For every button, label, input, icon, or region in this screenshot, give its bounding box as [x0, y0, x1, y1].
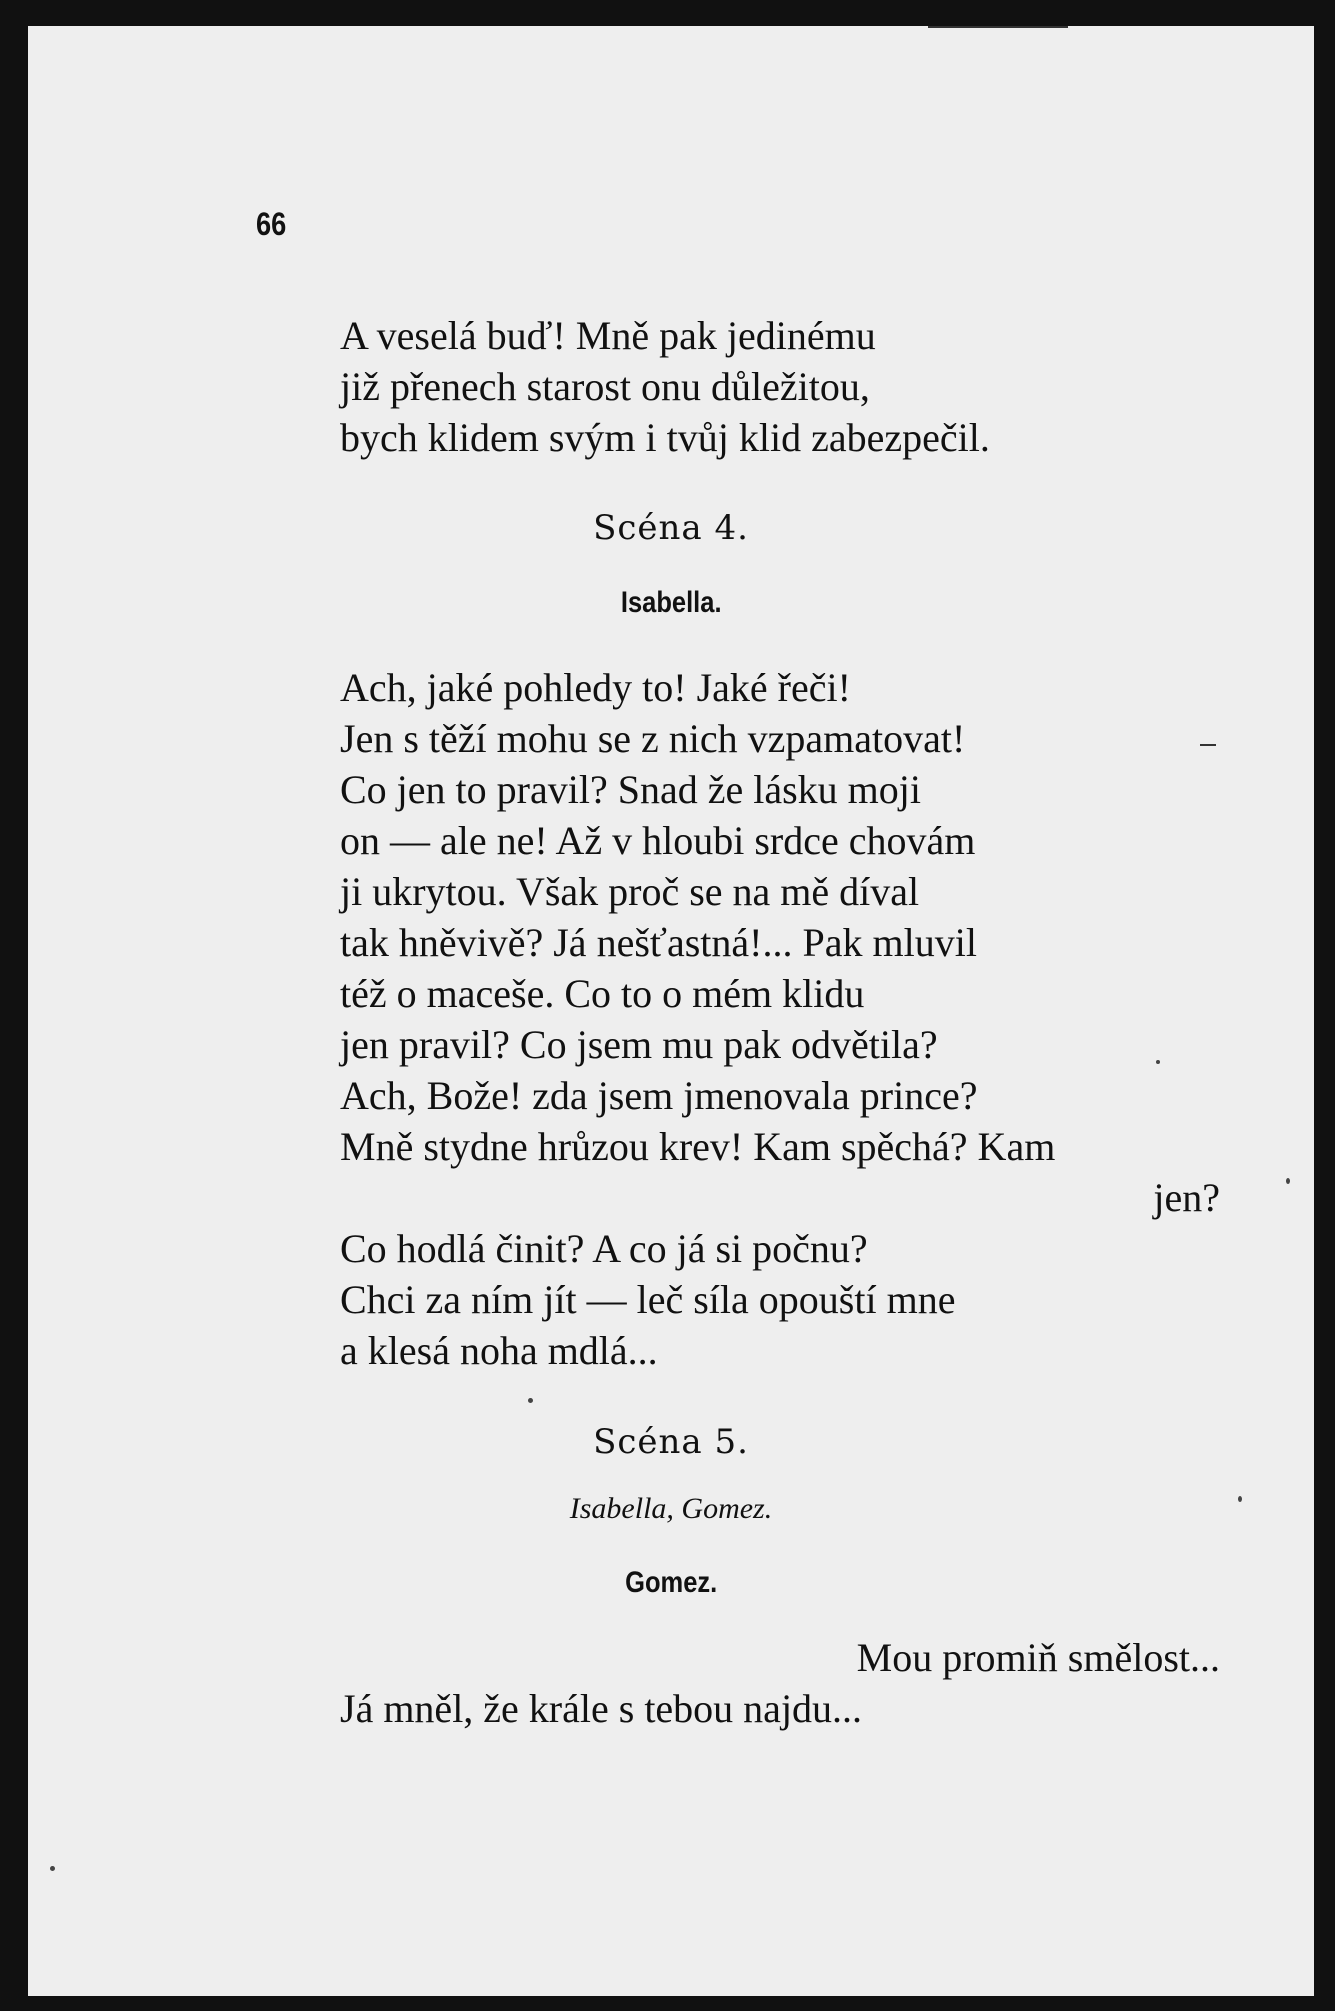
- verse-line: jen pravil? Co jsem mu pak odvětila?: [340, 1022, 938, 1067]
- scene-5-heading: Scéna 5.: [593, 1422, 749, 1462]
- verse-line: bych klidem svým i tvůj klid zabezpečil.: [340, 415, 990, 460]
- verse-line: Ach, Bože! zda jsem jmenovala prince?: [340, 1073, 978, 1118]
- verse-line: Co hodlá činit? A co já si počnu?: [340, 1226, 868, 1271]
- verse-line: A veselá buď! Mně pak jedinému: [340, 313, 876, 358]
- speaker-name: Isabella.: [620, 586, 722, 619]
- scene-4-heading: Scéna 4.: [593, 508, 749, 548]
- verse-line: Mně stydne hrůzou krev! Kam spěchá? Kam: [340, 1124, 1056, 1169]
- verse-block-3: [340, 1632, 1220, 1734]
- verse-line-continuation: Mou promiň smělost...: [856, 1635, 1220, 1680]
- verse-line: on — ale ne! Až v hloubi srdce chovám: [340, 818, 976, 863]
- dust-speck: [50, 1866, 55, 1871]
- edge-mark: [1200, 744, 1216, 746]
- verse-line: Chci za ním jít — leč síla opouští mne: [340, 1277, 956, 1322]
- verse-line: a klesá noha mdlá...: [340, 1328, 658, 1373]
- edge-mark: [928, 26, 1068, 28]
- verse-block-2: [340, 662, 1220, 1376]
- dust-speck: [1156, 1060, 1160, 1064]
- verse-line: Ach, jaké pohledy to! Jaké řeči!: [340, 665, 851, 710]
- verse-line: Já mněl, že krále s tebou najdu...: [340, 1686, 863, 1731]
- verse-line: Co jen to pravil? Snad že lásku moji: [340, 767, 921, 812]
- page-number: 66: [256, 206, 287, 242]
- scene-5-cast: Isabella, Gomez.: [569, 1492, 773, 1525]
- scene-4-speaker: [28, 586, 1314, 620]
- verse-line-continuation: jen?: [1153, 1175, 1220, 1220]
- verse-line: Jen s těží mohu se z nich vzpamatovat!: [340, 716, 966, 761]
- book-page: [28, 26, 1314, 1996]
- verse-block-1: [340, 310, 990, 463]
- verse-line: ji ukrytou. Však proč se na mě díval: [340, 869, 920, 914]
- speaker-name: Gomez.: [624, 1566, 718, 1599]
- dust-speck: [528, 1398, 533, 1403]
- verse-line: též o maceše. Co to o mém klidu: [340, 971, 865, 1016]
- dust-speck: [1238, 1496, 1242, 1502]
- dust-speck: [1286, 1178, 1290, 1184]
- verse-line: již přenech starost onu důležitou,: [340, 364, 870, 409]
- scene-5-speaker: [28, 1566, 1314, 1600]
- verse-line: tak hněvivě? Já nešťastná!... Pak mluvil: [340, 920, 977, 965]
